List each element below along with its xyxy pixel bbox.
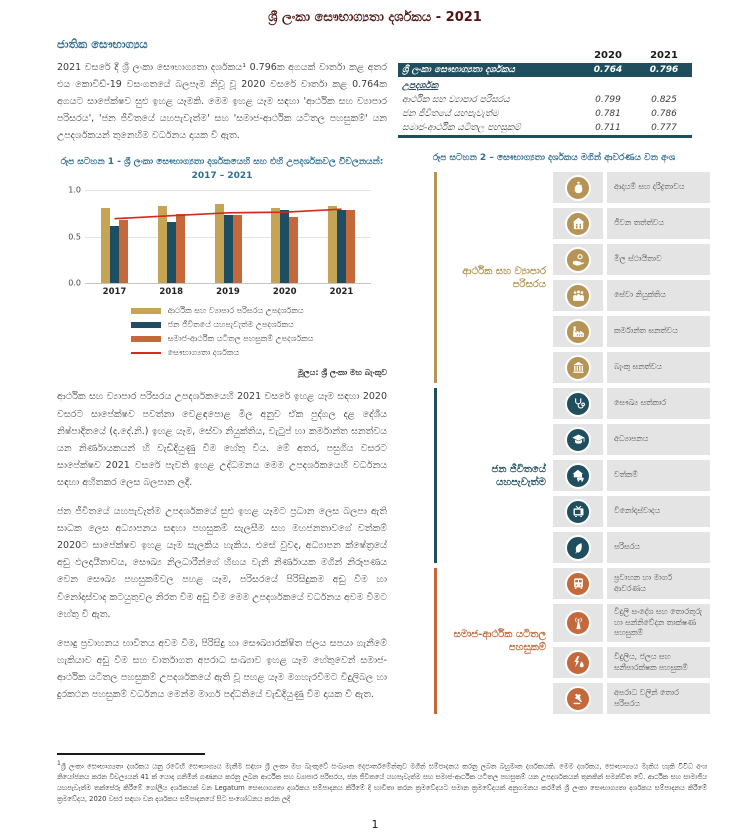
- legend-label: සෞභාග්‍යතා දර්ශකය: [167, 348, 240, 358]
- sector-icon-circle: [565, 319, 591, 345]
- bar: [215, 204, 224, 283]
- subindex-heading: උපදර්ශක: [402, 81, 439, 91]
- sector-label: ජීවන තත්ත්වය: [607, 208, 710, 239]
- sector-item: [553, 244, 710, 275]
- figure2-caption: රූප සටහන 2 – සෞභාග්‍යතා දර්ශකය මගින් ආවරණය වන අංශ: [432, 153, 676, 163]
- bar: [167, 222, 176, 283]
- bar-group-2021: [328, 206, 355, 284]
- x-tick-label: 2020: [272, 287, 297, 298]
- legend-label: ආර්ථික සහ ව්‍යාපාර පරිසරය උපදර්ශකය: [167, 306, 304, 316]
- stethoscope-icon: [571, 396, 586, 411]
- index-row: [398, 63, 692, 77]
- bar: [346, 210, 355, 283]
- bank-icon: [571, 360, 586, 375]
- legend-swatch: [131, 352, 161, 354]
- subindex-value-2021: 0.825: [651, 95, 677, 105]
- subindex-row: [398, 107, 692, 121]
- bar: [289, 217, 298, 284]
- figure2-items: [553, 172, 710, 714]
- bar: [271, 208, 280, 283]
- sector-label: විදුලි සංදේශ සහ තොරතුරු හා සන්නිවේදන තාක්ෂණ පහසුකම්: [607, 604, 710, 642]
- bar: [224, 215, 233, 284]
- house-family-icon: [571, 216, 586, 231]
- sector-icon-cell: [553, 683, 603, 714]
- tv-icon: [571, 504, 586, 519]
- sector-label: විනෝදාස්වාදය: [607, 496, 710, 527]
- sector-label: අපරාධ වලින් තොර පරිසරය: [607, 683, 710, 714]
- sector-item: [553, 208, 710, 239]
- paragraph-infrastructure: පොදු ප්‍රවාහනය භාවිතය අවම වීම, පිරිසිදු හා සෞඛ්‍යාරක්ෂිත ජලය සපයා ගැනීමේ හැකියාව අඩු වීම සහ වාර්තාගත අපරාධ සංඛ්‍යාව ඉහළ යෑම හේතුවෙන් සමාජ-ආර්ථික යටිතල පහසුකම් උපදර්ශකයේ ඇති වූ පහළ යෑම මගහැරවීමට විදුලිබල හා දුරකථන පහසුකම් වර්ධනය මෙන්ම මාර්ග පද්ධතියේ වැඩිදියුණු වීම දායක වී ඇත.: [57, 637, 387, 700]
- bar-group-2020: [271, 208, 298, 283]
- legend-swatch: [131, 322, 161, 328]
- sector-item: [553, 496, 710, 527]
- sector-label: විදුලිය, ජලය සහ සනීපාරක්ෂක පහසුකම්: [607, 647, 710, 678]
- legend-entry: [131, 348, 314, 358]
- index-label: ශ්‍රී ලංකා සෞභාග්‍යතා දර්ශකය: [398, 63, 580, 77]
- chart-bars: [85, 190, 371, 283]
- figure2-sectors: [398, 172, 710, 714]
- sector-icon-cell: [553, 280, 603, 311]
- legend-entry: [131, 306, 314, 316]
- figure1-chart-block: [57, 156, 387, 378]
- x-tick-label: 2019: [216, 287, 240, 298]
- bar: [158, 206, 167, 283]
- sector-icon-circle: [565, 463, 591, 489]
- footnote-marker: 1: [57, 760, 61, 767]
- sector-item: [553, 568, 710, 599]
- index-value-2020: 0.764: [580, 63, 636, 77]
- sector-icon-circle: [565, 499, 591, 525]
- subindex-label: ජන ජීවිතයේ යහපැවැත්ම: [402, 109, 499, 119]
- bar: [328, 206, 337, 284]
- y-tick-1.0: 1.0: [68, 185, 81, 195]
- right-column: [398, 48, 710, 714]
- legend-label: ජන ජීවිතයේ යහපැවැත්ම උපදර්ශකය: [167, 320, 294, 330]
- chart-legend: [131, 306, 314, 358]
- index-value-2021: 0.796: [636, 63, 692, 77]
- x-tick-label: 2017: [102, 287, 127, 298]
- y-tick-0.5: 0.5: [68, 232, 81, 242]
- paragraph-intro: 2021 වසරේ දී ශ්‍රී ලංකා සෞභාග්‍යතා දර්ශකය¹ 0.796ක අගයක් වාර්තා කළ අතර එය කොවිඩ්-19 වසංගතයේ බලපෑම නිවූ වූ 2020 වසරේ වාර්තා කළ 0.764ක අගයට සාපේක්ෂව සුළු ඉහළ යෑමකි. මෙම ඉහළ යෑම සඳහා 'ආර්ථික සහ ව්‍යාපාර පරිසරය', 'ජන ජීවිතයේ යහපැවැත්ම' සහ 'සමාජ-ආර්ථික යටිතල පහසුකම්' යන උපදර්ශකයන් තුනෙහිම වර්ධනය දායක වී ඇත.: [57, 62, 387, 142]
- sector-icon-cell: [553, 388, 603, 419]
- sector-icon-circle: [565, 355, 591, 381]
- legend-label: සමාජ-ආර්ථික යටිතල පහසුකම් උපදර්ශකය: [167, 334, 314, 344]
- sector-item: [553, 352, 710, 383]
- legend-entry: [131, 334, 314, 344]
- sector-icon-cell: [553, 208, 603, 239]
- sector-icon-cell: [553, 496, 603, 527]
- sector-icon-cell: [553, 604, 603, 642]
- subindex-row: [398, 121, 692, 137]
- sector-item: [553, 424, 710, 455]
- sector-icon-circle: [565, 283, 591, 309]
- sector-icon-circle: [565, 427, 591, 453]
- sector-label: සෞඛ්‍ය සත්කාර: [607, 388, 710, 419]
- legend-entry: [131, 320, 314, 330]
- subindex-label: ආර්ථික සහ ව්‍යාපාර පරිසරය: [402, 95, 510, 105]
- sector-icon-circle: [565, 610, 591, 636]
- sector-label: ආදායම් සහ දරිද්‍රතාවය: [607, 172, 710, 203]
- sector-item: [553, 604, 710, 642]
- subindex-label: සමාජ-ආර්ථික යටිතල පහසුකම්: [402, 123, 521, 133]
- house-car-icon: [571, 468, 586, 483]
- sector-label: වත්කම්: [607, 460, 710, 491]
- sector-icon-circle: [565, 247, 591, 273]
- bar-group-2017: [101, 208, 128, 283]
- sector-label: පරිසරය: [607, 532, 710, 563]
- sector-icon-cell: [553, 647, 603, 678]
- sector-label: අධ්‍යාපනය: [607, 424, 710, 455]
- hand-coin-icon: [571, 252, 586, 267]
- year-header-2020: 2020: [594, 50, 622, 61]
- bar: [110, 226, 119, 283]
- sector-item: [553, 647, 710, 678]
- paragraph-economy: ආර්ථික සහ ව්‍යාපාර පරිසරය උපදර්ශකයෙහි 2021 වසරේ ඉහළ යෑම සඳහා 2020 වසරට සාපේක්ෂව පවත්නා වෙළඳපොළ මිල අනුව ඒක පුද්ගල දළ දේශීය නිෂ්පාදිතයේ (ද.දේ.නි.) ඉහළ යෑම, සේවා නියුක්තිය, වැටුප් හා කර්මාන්ත ඝනත්වය යන නිර්ණායකයන් හි වැඩිදියුණු වීම හේතු විය. මේ අතර, පසුගිය වසරට සාපේක්ෂව 2021 වසරේ පැවති ඉහළ උද්ධමනය මෙම උපදර්ශකයෙහි වර්ධනය සඳහා අහිතකර ලෙස බලපාන ලදී.: [57, 391, 387, 488]
- subindex-heading-row: [398, 77, 692, 93]
- grouped-bar-chart: [68, 185, 371, 298]
- bar: [119, 220, 128, 283]
- subindex-value-2021: 0.777: [651, 123, 677, 133]
- graduation-cap-icon: [571, 432, 586, 447]
- people-icon: [571, 288, 586, 303]
- subindex-row: [398, 93, 692, 107]
- subindex-value-2020: 0.799: [595, 95, 621, 105]
- sector-item: [553, 532, 710, 563]
- bus-icon: [571, 576, 586, 591]
- leaf-icon: [571, 540, 586, 555]
- subindex-value-2021: 0.786: [651, 109, 677, 119]
- sector-icon-circle: [565, 650, 591, 676]
- group-label: ආර්ථික සහ ව්‍යාපාර පරිසරය: [462, 265, 546, 290]
- sector-item: [553, 280, 710, 311]
- sector-icon-cell: [553, 460, 603, 491]
- group-line-segment: [434, 568, 437, 714]
- telecom-tower-icon: [571, 616, 586, 631]
- figure1-title: රූප සටහන 1 - ශ්‍රී ලංකා සෞභාග්‍යතා දර්ශකයෙහි සහ එහි උපදර්ශකවල විචලනයන්: 2017 – 2021: [60, 157, 384, 181]
- sector-label: සේවා නියුක්තිය: [607, 280, 710, 311]
- sector-icon-circle: [565, 571, 591, 597]
- subindex-value-2020: 0.711: [595, 123, 621, 133]
- sector-icon-cell: [553, 172, 603, 203]
- summary-table-header-row: [398, 48, 692, 63]
- chart-source-note: මූලය: ශ්‍රී ලංකා මහ බැංකුව: [297, 368, 387, 378]
- x-tick-label: 2021: [329, 287, 354, 298]
- sector-label: බැංකු ඝනත්වය: [607, 352, 710, 383]
- bar: [337, 210, 346, 284]
- sector-item: [553, 460, 710, 491]
- x-tick-label: 2018: [159, 287, 184, 298]
- utilities-icon: [571, 655, 586, 670]
- footnote-text: [57, 759, 707, 805]
- y-tick-0.0: 0.0: [68, 278, 81, 288]
- bar: [101, 208, 110, 283]
- bar: [233, 215, 242, 284]
- sector-icon-circle: [565, 211, 591, 237]
- sector-icon-cell: [553, 532, 603, 563]
- group-line-segment: [434, 388, 437, 563]
- bar-group-2018: [158, 206, 185, 283]
- header-spacer: [398, 48, 580, 63]
- group-label: සමාජ-ආර්ථික යටිතල පහසුකම්: [453, 629, 546, 653]
- sector-item: [553, 172, 710, 203]
- sector-item: [553, 316, 710, 347]
- sector-item: [553, 388, 710, 419]
- sector-icon-circle: [565, 535, 591, 561]
- group-label: ජන ජීවිතයේ යහපැවැත්ම: [491, 463, 546, 488]
- sector-label: කර්මාන්ත ඝනත්වය: [607, 316, 710, 347]
- sector-icon-cell: [553, 316, 603, 347]
- bar: [176, 214, 185, 284]
- sector-icon-cell: [553, 568, 603, 599]
- factory-icon: [571, 324, 586, 339]
- footnote-divider: [57, 753, 205, 755]
- sector-icon-cell: [553, 352, 603, 383]
- legend-swatch: [131, 336, 161, 342]
- left-column: [57, 59, 387, 715]
- sector-icon-circle: [565, 391, 591, 417]
- footnote-body: ශ්‍රී ලංකා සෞභාග්‍යතා දර්ශකය යනු රටෙහි සෞභාග්‍යය මැනීම සඳහා ශ්‍රී ලංකා මහ බැංකුවේ සංඛ්‍යාන දෙපාර්තමේන්තුව මගින් සම්පාදනය කරනු ලබන බහුමාන දර්ශකයකි. මෙම දර්ශකය, සෞභාග්‍යය මැනිය හැකි විවිධ අංශ නියෝජනය කරන විචල්‍යයන් 41 ක් යොදා ගනිමින් ගණනය කරනු ලබන ආර්ථික සහ ව්‍යාපාර පරිසරය, ජන ජීවිතයේ යහපැවැත්ම සහ සමාජ-ආර්ථික යටිතල පහසුකම් යන උපදර්ශකයන් තුනකින් සමන්විත වේ. ආර්ථික සහ සාමාජීය යහපැවැත්ම තක්සේරු කිරීමේ ගෝලීය දර්ශකයක් වන Legatum සෞභාග්‍යතා දර්ශකය සම්පාදනය කිරීමේ දී භාවිතා කරන ක්‍රමවේදයට සමාන ක්‍රමවේදයක් අනුගමනය කරමින් ශ්‍රී ලංකා සෞභාග්‍යතා දර්ශකය සම්පාදනය කිරීමේ ක්‍රමවේදය, 2020 වසර සඳහා වන දර්ශකය සම්පාදනයේ සිට සංශෝධනය කරන ලදී: [57, 762, 707, 803]
- page-number: 1: [371, 818, 379, 831]
- legend-swatch: [131, 308, 161, 314]
- section-heading: ජාතික සෞභාග්‍යය: [57, 37, 148, 51]
- paragraph-wellbeing: ජන ජීවිතයේ යහපැවැත්ම උපදර්ශකයේ සුළු ඉහළ යෑමට ප්‍රධාන ලෙස බලපා ඇති සාධක ලෙස අධ්‍යාපනය සඳහා පහසුකම් සැලසීම සහ මහජනතාවගේ වත්කම් 2020ට සාපේක්ෂව ඉහළ යෑම සැලකිය හැකිය. එසේ වුවද, අධ්‍යාපන ක්ෂේත්‍රයේ අඩු ඵලදායීතාවය, සෞඛ්‍ය නිලධාරීන්ගේ හිඟය වැනි නිර්ණායක මගින් නිරූපණය වෙන සෞඛ්‍ය පහසුකම්වල පහළ යෑම, පරිසරයේ පිරිසිදුකම අඩු වීම හා විනෝදාස්වාද කටයුතුවල නිරත වීම අඩු වීම මෙම උපදර්ශකයේ වර්ධනය අවම වීමට හේතු වී ඇත.: [57, 506, 387, 620]
- sector-item: [553, 683, 710, 714]
- subindex-value-2020: 0.781: [595, 109, 621, 119]
- money-bag-icon: [571, 180, 586, 195]
- summary-table-body: [398, 48, 692, 137]
- summary-table: [398, 48, 692, 138]
- sector-icon-cell: [553, 424, 603, 455]
- sector-label: මිල ස්ථායීතාව: [607, 244, 710, 275]
- bar: [280, 210, 289, 283]
- chart-plot-area: [68, 185, 371, 288]
- group-line-segment: [434, 172, 437, 383]
- sector-label: ප්‍රවාහන හා මාර්ග ආවරණය: [607, 568, 710, 599]
- sector-icon-circle: [565, 175, 591, 201]
- sector-icon-cell: [553, 244, 603, 275]
- gavel-icon: [571, 691, 586, 706]
- bar-group-2019: [215, 204, 242, 283]
- year-header-2021: 2021: [650, 50, 678, 61]
- chart-x-axis-labels: [85, 287, 371, 297]
- page-title: ශ්‍රී ලංකා සෞභාග්‍යතා දර්ශකය - 2021: [268, 10, 482, 25]
- sector-icon-circle: [565, 686, 591, 712]
